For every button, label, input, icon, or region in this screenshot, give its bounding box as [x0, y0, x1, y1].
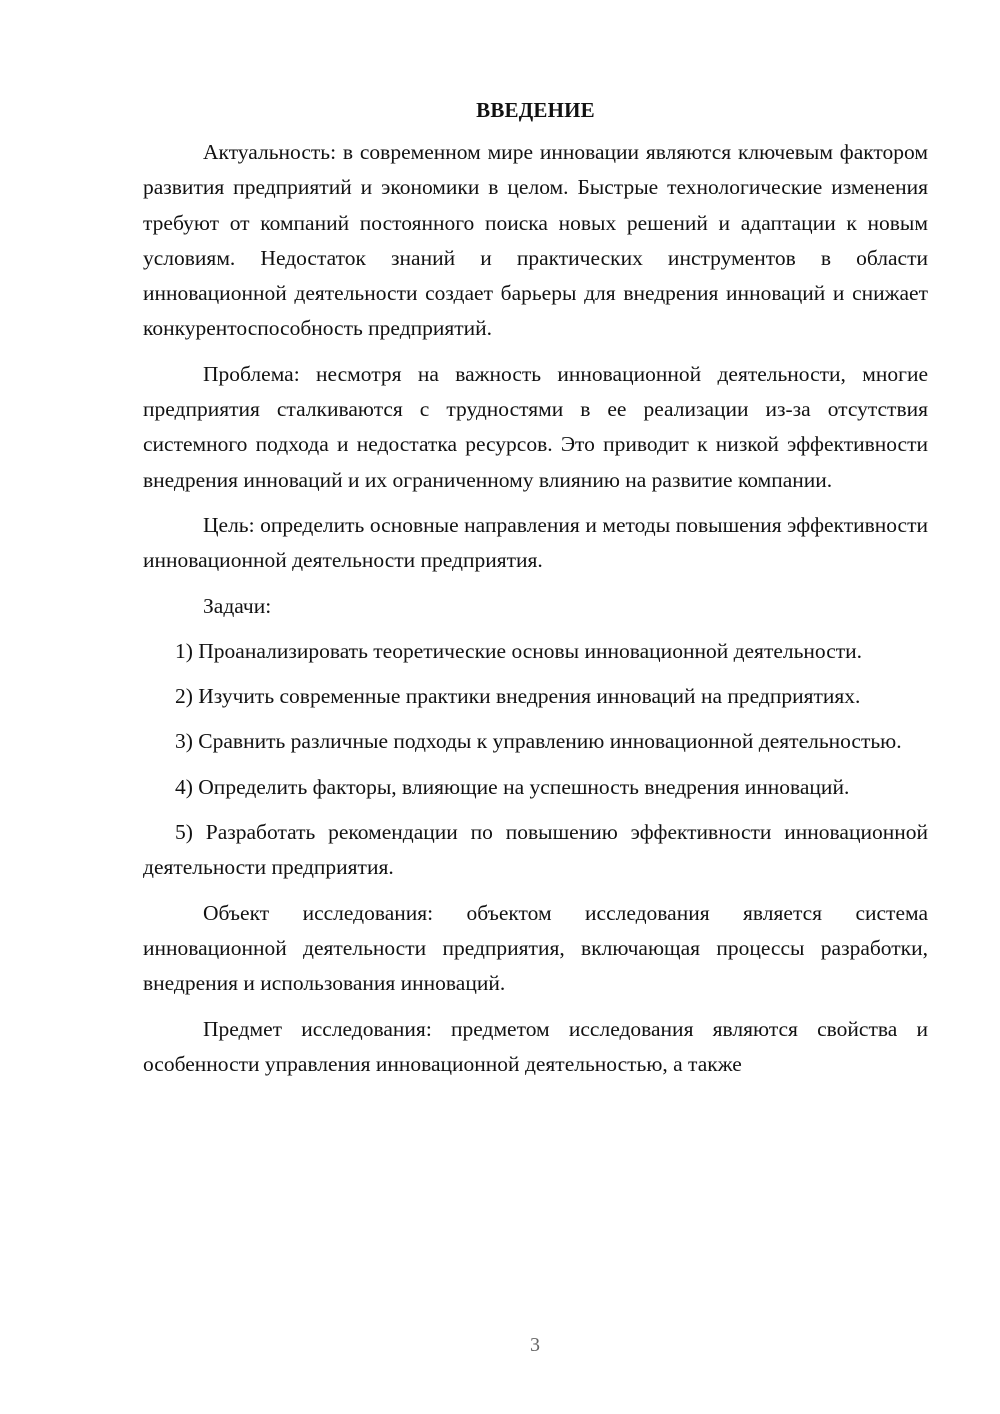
paragraph-relevance: Актуальность: в современном мире инновации являются ключевым фактором развития предприятий и экономики в целом. Быстрые технологические изменения требуют от компаний постоянного поиска новых решений и адаптации к новым условиям. Недостаток знаний и практических инструментов в области инновационной деятельности создает барьеры для внедрения инноваций и снижает конкурентоспособность предприятий.: [143, 140, 928, 341]
paragraph-object: Объект исследования: объектом исследования является система инновационной деятельности предприятия, включающая процессы разработки, внедрения и использования инноваций.: [143, 900, 928, 996]
task-item-1: 1) Проанализировать теоретические основы инновационной деятельности.: [175, 638, 863, 663]
task-item-3: 3) Сравнить различные подходы к управлению инновационной деятельностью.: [175, 729, 902, 754]
task-item-4: 4) Определить факторы, влияющие на успешность внедрения инноваций.: [175, 774, 850, 799]
paragraph-goal: Цель: определить основные направления и методы повышения эффективности инновационной деятельности предприятия.: [143, 512, 928, 573]
section-title: ВВЕДЕНИЕ: [476, 98, 595, 122]
task-item-2: 2) Изучить современные практики внедрения инноваций на предприятиях.: [175, 684, 861, 709]
paragraph-problem: Проблема: несмотря на важность инновационной деятельности, многие предприятия сталкиваются с трудностями в ее реализации из-за отсутствия системного подхода и недостатка ресурсов. Это приводит к низкой эффективности внедрения инноваций и их ограниченному влиянию на развитие компании.: [143, 361, 928, 492]
paragraph-tasks-heading: Задачи:: [203, 593, 272, 618]
paragraph-subject: Предмет исследования: предметом исследования являются свойства и особенности управления инновационной деятельностью, а также: [143, 1016, 928, 1076]
page-number: 3: [530, 1334, 540, 1356]
task-item-5: 5) Разработать рекомендации по повышению эффективности инновационной деятельности предприятия.: [143, 820, 928, 880]
document-page: [143, 95, 928, 1092]
